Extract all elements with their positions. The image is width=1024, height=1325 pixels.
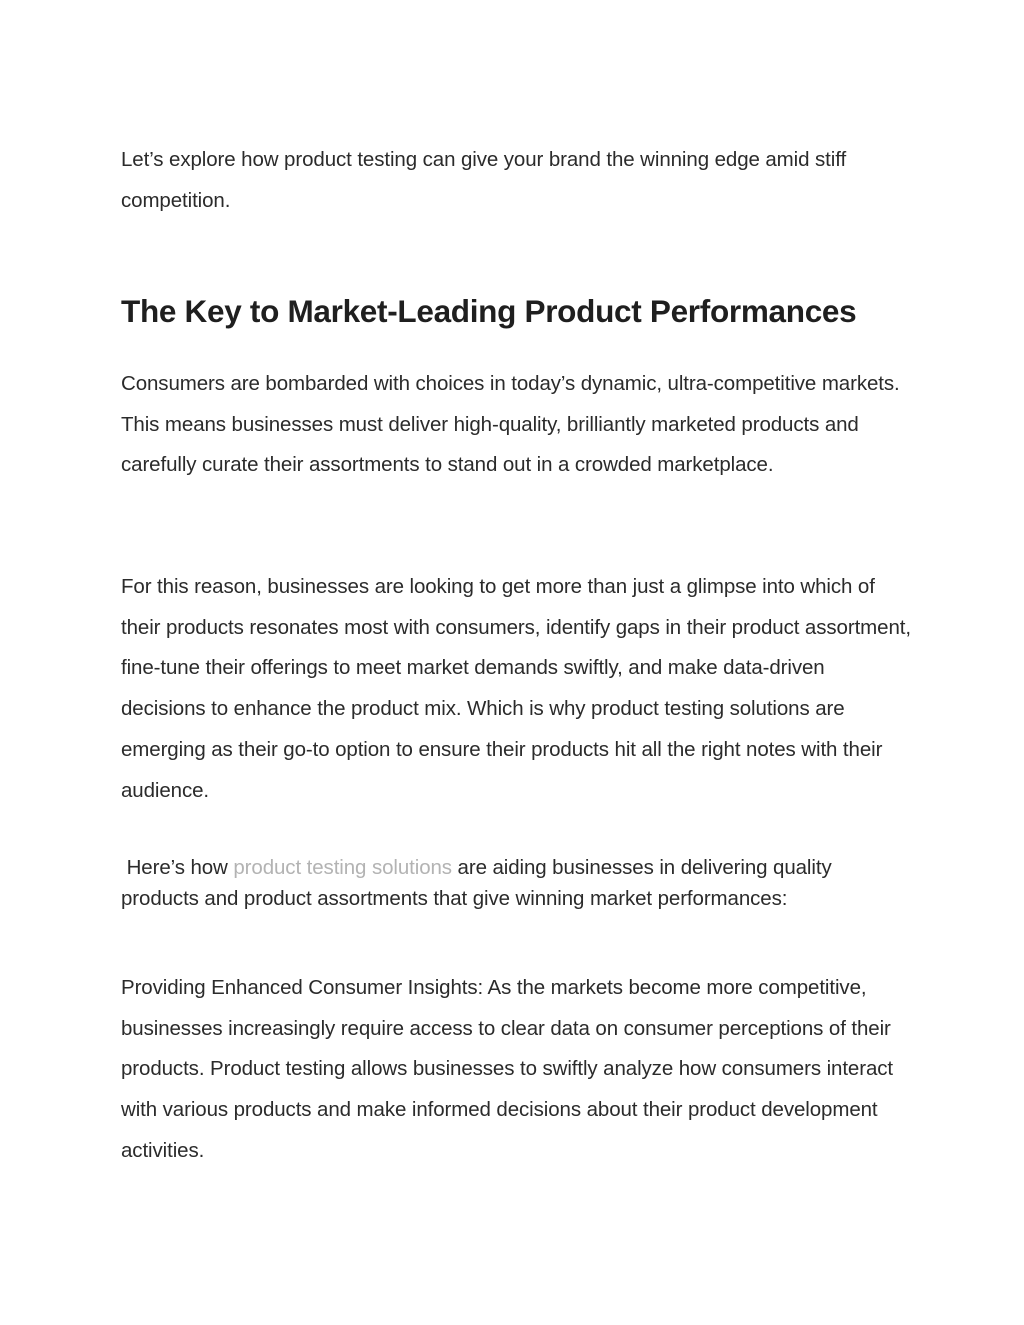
paragraph-consumers: Consumers are bombarded with choices in today’s dynamic, ultra-competitive markets. This means businesses must deliver high-quality, brilliantly marketed products and carefully curate their assortments to stand out in a crowded marketplace.	[121, 372, 900, 477]
heres-how-prefix: Here’s how	[121, 856, 234, 879]
heres-how-suffix: are aiding businesses in delivering quality products and product assortments that give winning market performances:	[121, 856, 832, 910]
product-testing-solutions-link[interactable]: product testing solutions	[233, 856, 452, 879]
paragraph-reason: For this reason, businesses are looking to get more than just a glimpse into which of their products resonates most with consumers, identify gaps in their product assortment, fine-tune their offerings to meet market demands swiftly, and make data-driven decisions to enhance the product mix. Which is why product testing solutions are emerging as their go-to option to ensure their products hit all the right notes with their audience.	[121, 575, 911, 802]
paragraph-consumer-insights: Providing Enhanced Consumer Insights: As the markets become more competitive, businesses increasingly require access to clear data on consumer perceptions of their products. Product testing allows businesses to swiftly analyze how consumers interact with various products and make informed decisions about their product development activities.	[121, 976, 894, 1162]
paragraph-heres-how	[121, 852, 881, 914]
intro-paragraph: Let’s explore how product testing can give your brand the winning edge amid stiff competition.	[121, 148, 847, 212]
section-heading: The Key to Market-Leading Product Performances	[121, 293, 857, 329]
